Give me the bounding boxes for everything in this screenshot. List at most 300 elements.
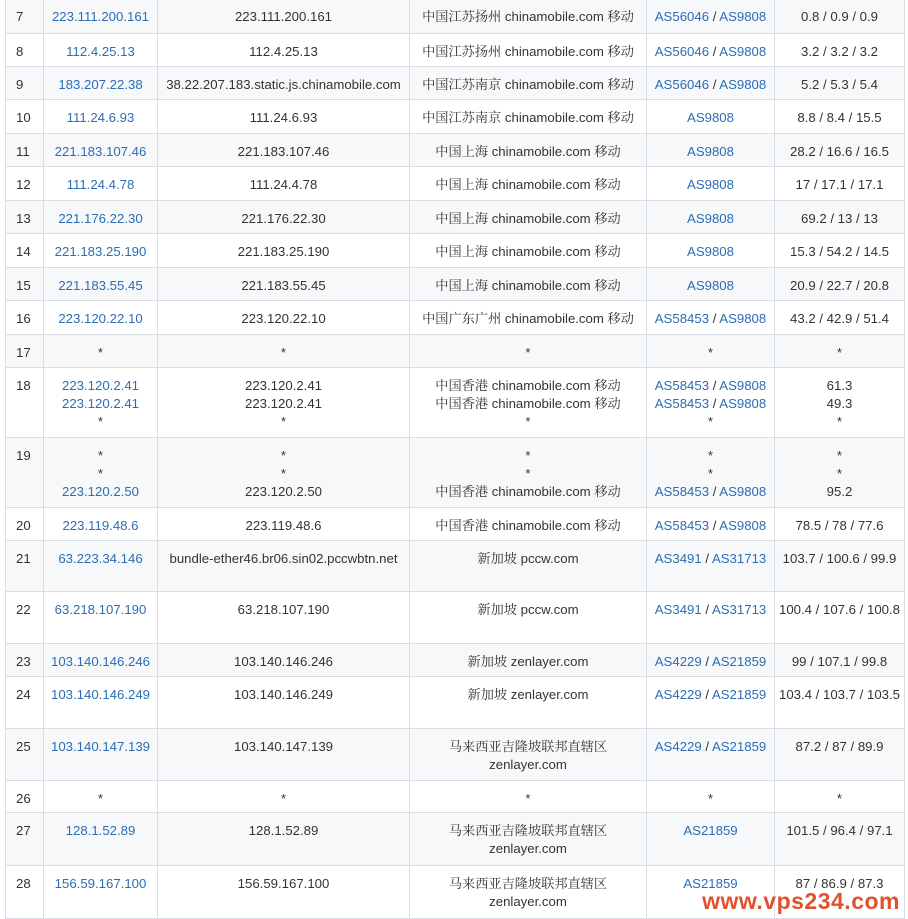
location-cell — [410, 866, 647, 919]
hostname-cell — [158, 201, 410, 234]
hop-number: 14 — [6, 234, 44, 268]
lat-text: 20.9 / 22.7 / 20.8 — [790, 278, 889, 293]
host-text: * — [280, 465, 287, 481]
location-cell — [410, 335, 647, 368]
lat-text: * — [836, 345, 843, 360]
asn-link[interactable]: AS56046 — [654, 44, 710, 59]
loc-text: 中国江苏南京 chinamobile.com 移动 — [422, 110, 634, 125]
lat-text: 78.5 / 78 / 77.6 — [795, 518, 884, 533]
ip-link[interactable]: 63.218.107.190 — [54, 602, 147, 617]
asn-line — [649, 377, 772, 395]
ip-text: * — [97, 465, 104, 481]
ip-cell — [44, 34, 158, 67]
asn-line — [649, 43, 772, 61]
asn-link[interactable]: AS21859 — [683, 823, 738, 838]
hop-row — [6, 34, 905, 67]
hostname-cell — [158, 866, 410, 919]
hop-row — [6, 644, 905, 677]
location-cell — [410, 592, 647, 644]
ip-link[interactable]: 103.140.146.246 — [50, 654, 150, 669]
asn-link[interactable]: AS9808 — [719, 378, 767, 393]
lat-text: 100.4 / 107.6 / 100.8 — [779, 602, 900, 617]
ip-link[interactable]: 183.207.22.38 — [58, 77, 143, 92]
location-cell — [410, 438, 647, 508]
hop-number: 9 — [6, 67, 44, 100]
asn-link[interactable]: AS21859 — [711, 654, 767, 669]
lat-text: 103.7 / 100.6 / 99.9 — [782, 551, 897, 566]
asn-line — [649, 344, 772, 362]
ip-cell — [44, 368, 158, 438]
hop-number: 23 — [6, 644, 44, 677]
hostname-cell — [158, 134, 410, 167]
hop-row — [6, 592, 905, 644]
loc-text: 中国香港 chinamobile.com 移动 — [435, 378, 621, 393]
lat-text: 8.8 / 8.4 / 15.5 — [797, 110, 882, 125]
asn-link[interactable]: AS21859 — [711, 687, 767, 702]
asn-separator: / — [709, 378, 720, 393]
asn-separator: / — [709, 9, 720, 24]
lat-text: 43.2 / 42.9 / 51.4 — [790, 311, 889, 326]
latency-cell — [775, 335, 905, 368]
latency-cell — [775, 644, 905, 677]
lat-text: 101.5 / 96.4 / 97.1 — [786, 823, 893, 838]
host-text: bundle-ether46.br06.sin02.pccwbtn.net — [169, 551, 398, 566]
asn-line — [649, 465, 772, 483]
latency-cell — [775, 201, 905, 234]
host-text: * — [280, 413, 287, 429]
asn-separator: / — [701, 602, 712, 617]
hop-number: 27 — [6, 813, 44, 866]
hop-number: 26 — [6, 781, 44, 813]
location-cell — [410, 134, 647, 167]
asn-cell — [647, 335, 775, 368]
latency-cell — [775, 301, 905, 335]
loc-text: * — [525, 791, 531, 806]
asn-link[interactable]: AS9808 — [687, 244, 734, 259]
asn-link[interactable]: AS21859 — [683, 876, 738, 891]
loc-text: 中国江苏扬州 chinamobile.com 移动 — [422, 9, 634, 24]
hop-number: 15 — [6, 268, 44, 301]
hostname-cell — [158, 34, 410, 67]
hostname-cell — [158, 268, 410, 301]
hostname-cell — [158, 781, 410, 813]
asn-link[interactable]: AS58453 — [654, 311, 710, 326]
asn-cell — [647, 201, 775, 234]
asn-link[interactable]: AS9808 — [719, 77, 767, 92]
hop-row — [6, 813, 905, 866]
hostname-cell — [158, 234, 410, 268]
latency-cell — [775, 100, 905, 134]
hostname-cell — [158, 335, 410, 368]
location-cell — [410, 301, 647, 335]
ip-cell — [44, 335, 158, 368]
loc-text: 中国上海 chinamobile.com 移动 — [435, 244, 621, 259]
lat-text: 0.8 / 0.9 / 0.9 — [801, 9, 878, 24]
ip-link[interactable]: 111.24.6.93 — [66, 110, 135, 125]
host-text: * — [280, 791, 287, 806]
loc-text: * — [525, 448, 531, 463]
ip-link[interactable]: 111.24.4.78 — [66, 177, 135, 192]
asn-link[interactable]: AS9808 — [687, 211, 734, 226]
latency-cell — [775, 167, 905, 201]
host-text: 221.183.107.46 — [237, 144, 330, 159]
ip-cell — [44, 644, 158, 677]
asn-line — [649, 413, 772, 431]
lat-text: 99 / 107.1 / 99.8 — [791, 654, 888, 669]
latency-cell — [775, 67, 905, 100]
ip-cell — [44, 301, 158, 335]
loc-text: 中国上海 chinamobile.com 移动 — [435, 177, 621, 192]
latency-cell — [775, 729, 905, 781]
ip-link[interactable]: 63.223.34.146 — [58, 551, 143, 566]
hop-number: 28 — [6, 866, 44, 919]
location-cell — [410, 201, 647, 234]
ip-cell — [44, 134, 158, 167]
ip-cell — [44, 0, 158, 34]
hop-number: 21 — [6, 541, 44, 592]
latency-cell — [775, 541, 905, 592]
location-cell — [410, 34, 647, 67]
ip-link[interactable]: 223.120.2.41 — [61, 378, 139, 393]
hostname-cell — [158, 508, 410, 541]
asn-empty: * — [707, 413, 714, 429]
host-text: 103.140.146.246 — [233, 654, 333, 669]
asn-cell — [647, 541, 775, 592]
asn-cell — [647, 508, 775, 541]
ip-link[interactable]: 221.176.22.30 — [58, 211, 143, 226]
loc-text: 中国江苏南京 chinamobile.com 移动 — [422, 77, 634, 92]
lat-text: * — [836, 791, 843, 806]
lat-text: 17 / 17.1 / 17.1 — [795, 177, 884, 192]
asn-link[interactable]: AS21859 — [711, 739, 767, 754]
asn-separator: / — [709, 395, 720, 411]
loc-text: 中国香港 chinamobile.com 移动 — [435, 395, 621, 411]
loc-text: 中国上海 chinamobile.com 移动 — [435, 278, 621, 293]
host-text: 111.24.4.78 — [249, 177, 318, 192]
lat-text: 87.2 / 87 / 89.9 — [795, 739, 884, 754]
asn-line — [649, 822, 772, 840]
host-text: 103.140.147.139 — [233, 739, 333, 754]
asn-link[interactable]: AS9808 — [687, 278, 734, 293]
host-text: 112.4.25.13 — [249, 44, 318, 59]
lat-text: * — [836, 448, 843, 463]
asn-cell — [647, 301, 775, 335]
hop-number: 24 — [6, 677, 44, 729]
location-cell — [410, 508, 647, 541]
host-text: * — [280, 345, 287, 360]
asn-cell — [647, 234, 775, 268]
host-text: 38.22.207.183.static.js.chinamobile.com — [166, 77, 401, 92]
hop-number: 10 — [6, 100, 44, 134]
loc-text: 新加坡 zenlayer.com — [467, 654, 589, 669]
asn-link[interactable]: AS31713 — [711, 551, 767, 566]
host-text: 128.1.52.89 — [248, 823, 319, 838]
loc-text: 中国香港 chinamobile.com 移动 — [435, 518, 621, 533]
hop-row — [6, 134, 905, 167]
hostname-cell — [158, 592, 410, 644]
host-text: 221.183.25.190 — [237, 244, 330, 259]
watermark: www.vps234.com — [702, 888, 900, 914]
ip-cell — [44, 100, 158, 134]
traceroute-body — [6, 0, 905, 919]
asn-empty: * — [707, 345, 714, 360]
location-cell — [410, 167, 647, 201]
asn-separator: / — [701, 687, 712, 702]
loc-text: 中国上海 chinamobile.com 移动 — [435, 211, 621, 226]
hostname-cell — [158, 729, 410, 781]
asn-link[interactable]: AS4229 — [654, 687, 702, 702]
hop-row — [6, 0, 905, 34]
ip-link[interactable]: 221.183.25.190 — [54, 244, 147, 259]
ip-link[interactable]: 223.111.200.161 — [51, 9, 150, 24]
asn-link[interactable]: AS9808 — [719, 395, 767, 411]
asn-line — [649, 395, 772, 413]
loc-text: * — [525, 345, 531, 360]
hop-row — [6, 438, 905, 508]
asn-link[interactable]: AS4229 — [654, 654, 702, 669]
asn-cell — [647, 729, 775, 781]
ip-cell — [44, 268, 158, 301]
hostname-cell — [158, 677, 410, 729]
latency-cell — [775, 0, 905, 34]
asn-cell — [647, 67, 775, 100]
lat-text: 95.2 — [826, 483, 853, 499]
asn-link[interactable]: AS56046 — [654, 77, 710, 92]
lat-text: 87 / 86.9 / 87.3 — [795, 876, 884, 891]
ip-link[interactable]: 112.4.25.13 — [66, 44, 135, 59]
hop-number: 18 — [6, 368, 44, 438]
host-text: 103.140.146.249 — [233, 687, 333, 702]
asn-empty: * — [707, 465, 714, 481]
asn-link[interactable]: AS9808 — [719, 483, 767, 499]
hostname-cell — [158, 541, 410, 592]
hop-row — [6, 100, 905, 134]
hostname-cell — [158, 0, 410, 34]
host-text: 223.120.22.10 — [241, 311, 326, 326]
loc-text: 中国广东广州 chinamobile.com 移动 — [422, 311, 634, 326]
asn-cell — [647, 677, 775, 729]
loc-text: 新加坡 zenlayer.com — [467, 687, 589, 702]
hop-number: 13 — [6, 201, 44, 234]
location-cell — [410, 729, 647, 781]
hop-row — [6, 67, 905, 100]
asn-separator: / — [701, 739, 712, 754]
ip-cell — [44, 201, 158, 234]
host-text: 221.176.22.30 — [241, 211, 326, 226]
ip-cell — [44, 729, 158, 781]
latency-cell — [775, 268, 905, 301]
asn-line — [649, 277, 772, 295]
asn-cell — [647, 644, 775, 677]
asn-line — [649, 686, 772, 704]
asn-line — [649, 601, 772, 619]
asn-line — [649, 790, 772, 808]
location-cell — [410, 67, 647, 100]
asn-empty: * — [707, 791, 714, 806]
hostname-cell — [158, 67, 410, 100]
asn-line — [649, 243, 772, 261]
loc-text: 新加坡 pccw.com — [477, 602, 579, 617]
asn-separator: / — [709, 483, 720, 499]
hop-row — [6, 508, 905, 541]
asn-link[interactable]: AS3491 — [654, 602, 702, 617]
hop-row — [6, 201, 905, 234]
lat-text: 5.2 / 5.3 / 5.4 — [801, 77, 878, 92]
hop-row — [6, 781, 905, 813]
asn-link[interactable]: AS58453 — [654, 518, 710, 533]
ip-cell — [44, 592, 158, 644]
ip-cell — [44, 813, 158, 866]
asn-line — [649, 447, 772, 465]
asn-line — [649, 738, 772, 756]
hop-row — [6, 541, 905, 592]
asn-cell — [647, 438, 775, 508]
hop-number: 12 — [6, 167, 44, 201]
asn-separator: / — [709, 518, 720, 533]
asn-separator: / — [709, 311, 720, 326]
host-text: 223.120.2.50 — [244, 483, 322, 499]
hostname-cell — [158, 301, 410, 335]
ip-link[interactable]: 221.183.107.46 — [54, 144, 147, 159]
loc-text: 中国江苏扬州 chinamobile.com 移动 — [422, 44, 634, 59]
ip-link[interactable]: 223.120.2.50 — [61, 483, 139, 499]
loc-text: 马来西亚吉隆坡联邦直辖区 zenlayer.com — [448, 739, 608, 772]
asn-line — [649, 210, 772, 228]
ip-link[interactable]: 223.120.22.10 — [58, 311, 143, 326]
location-cell — [410, 781, 647, 813]
loc-text: 马来西亚吉隆坡联邦直辖区 zenlayer.com — [448, 876, 608, 909]
lat-text: * — [836, 413, 843, 429]
location-cell — [410, 234, 647, 268]
asn-empty: * — [707, 448, 714, 463]
asn-link[interactable]: AS4229 — [654, 739, 702, 754]
host-text: 63.218.107.190 — [237, 602, 330, 617]
lat-text: 28.2 / 16.6 / 16.5 — [790, 144, 889, 159]
asn-line — [649, 76, 772, 94]
ip-cell — [44, 167, 158, 201]
asn-cell — [647, 592, 775, 644]
hop-row — [6, 368, 905, 438]
asn-line — [649, 517, 772, 535]
latency-cell — [775, 134, 905, 167]
asn-link[interactable]: AS56046 — [654, 9, 710, 24]
ip-text: * — [97, 345, 104, 360]
hop-row — [6, 167, 905, 201]
hop-row — [6, 268, 905, 301]
asn-link[interactable]: AS9808 — [719, 44, 767, 59]
asn-separator: / — [709, 77, 720, 92]
lat-text: 69.2 / 13 / 13 — [801, 211, 878, 226]
asn-link[interactable]: AS58453 — [654, 395, 710, 411]
asn-cell — [647, 368, 775, 438]
loc-text: 中国香港 chinamobile.com 移动 — [435, 483, 621, 499]
asn-link[interactable]: AS9808 — [687, 177, 734, 192]
loc-text: 马来西亚吉隆坡联邦直辖区 zenlayer.com — [448, 823, 608, 856]
hostname-cell — [158, 100, 410, 134]
asn-cell — [647, 167, 775, 201]
host-text: * — [280, 448, 287, 463]
loc-text: * — [525, 413, 531, 429]
host-text: 156.59.167.100 — [237, 876, 330, 891]
ip-link[interactable]: 221.183.55.45 — [58, 278, 143, 293]
asn-line — [649, 550, 772, 568]
ip-cell — [44, 541, 158, 592]
host-text: 223.120.2.41 — [244, 378, 322, 393]
location-cell — [410, 813, 647, 866]
asn-separator: / — [709, 44, 720, 59]
ip-text: * — [97, 791, 104, 806]
hostname-cell — [158, 438, 410, 508]
hostname-cell — [158, 368, 410, 438]
ip-text: * — [97, 448, 104, 463]
latency-cell — [775, 781, 905, 813]
host-text: 111.24.6.93 — [249, 110, 318, 125]
lat-text: 61.3 — [826, 378, 853, 393]
asn-link[interactable]: AS9808 — [687, 144, 734, 159]
loc-text: 中国上海 chinamobile.com 移动 — [435, 144, 621, 159]
asn-cell — [647, 813, 775, 866]
loc-text: 新加坡 pccw.com — [477, 551, 579, 566]
ip-link[interactable]: 103.140.146.249 — [50, 687, 150, 702]
asn-link[interactable]: AS9808 — [687, 110, 734, 125]
latency-cell — [775, 508, 905, 541]
host-text: 223.120.2.41 — [244, 395, 322, 411]
asn-cell — [647, 134, 775, 167]
asn-link[interactable]: AS31713 — [711, 602, 767, 617]
asn-link[interactable]: AS58453 — [654, 378, 710, 393]
asn-cell — [647, 100, 775, 134]
asn-link[interactable]: AS9808 — [719, 9, 767, 24]
ip-cell — [44, 781, 158, 813]
hop-row — [6, 234, 905, 268]
hop-row — [6, 335, 905, 368]
latency-cell — [775, 677, 905, 729]
asn-line — [649, 143, 772, 161]
hostname-cell — [158, 644, 410, 677]
hostname-cell — [158, 813, 410, 866]
asn-separator: / — [701, 654, 712, 669]
asn-cell — [647, 0, 775, 34]
hop-number: 19 — [6, 438, 44, 508]
location-cell — [410, 677, 647, 729]
ip-cell — [44, 438, 158, 508]
asn-line — [649, 310, 772, 328]
lat-text: 15.3 / 54.2 / 14.5 — [790, 244, 889, 259]
ip-link[interactable]: 128.1.52.89 — [65, 823, 136, 838]
asn-link[interactable]: AS9808 — [719, 311, 767, 326]
host-text: 221.183.55.45 — [241, 278, 326, 293]
asn-cell — [647, 34, 775, 67]
hop-number: 22 — [6, 592, 44, 644]
hop-number: 17 — [6, 335, 44, 368]
ip-cell — [44, 67, 158, 100]
ip-link[interactable]: 103.140.147.139 — [50, 739, 150, 754]
asn-link[interactable]: AS3491 — [654, 551, 702, 566]
asn-separator: / — [701, 551, 712, 566]
lat-text: 3.2 / 3.2 / 3.2 — [801, 44, 878, 59]
ip-link[interactable]: 223.119.48.6 — [62, 518, 139, 533]
location-cell — [410, 541, 647, 592]
ip-link[interactable]: 156.59.167.100 — [54, 876, 147, 891]
asn-link[interactable]: AS58453 — [654, 483, 710, 499]
ip-cell — [44, 866, 158, 919]
ip-link[interactable]: 223.120.2.41 — [61, 395, 139, 411]
asn-cell — [647, 268, 775, 301]
hop-number: 11 — [6, 134, 44, 167]
asn-line — [649, 176, 772, 194]
asn-link[interactable]: AS9808 — [719, 518, 767, 533]
latency-cell — [775, 368, 905, 438]
